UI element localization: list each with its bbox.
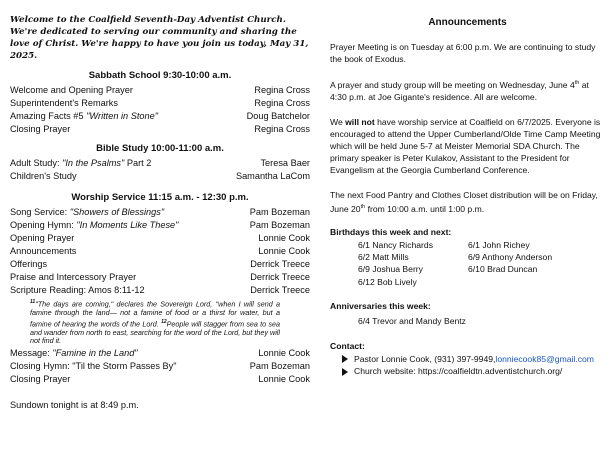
- camp-meeting-notice: [330, 116, 605, 177]
- program-row: [10, 245, 310, 258]
- program-item: [10, 347, 138, 360]
- notice-text: from 10:00 a.m. until 1:00 p.m.: [365, 203, 485, 214]
- birthday-entry: [468, 276, 588, 288]
- birthday-entry: 6/1 John Richey: [468, 239, 530, 250]
- contact-label: Contact:: [330, 340, 365, 351]
- program-item: [10, 110, 158, 123]
- bullet-arrow-icon: [342, 355, 348, 363]
- sabbath-school-list: [10, 84, 310, 136]
- program-item: Superintendent's Remarks: [10, 98, 118, 108]
- program-item: Opening Prayer: [10, 233, 75, 243]
- program-item: [10, 219, 178, 232]
- prayer-meeting-notice: Prayer Meeting is on Tuesday at 6:00 p.m. We are continuing to study the book of Exodus.: [330, 42, 596, 65]
- program-person: Regina Cross: [254, 124, 310, 134]
- program-item-title: "Showers of Blessings": [69, 207, 165, 217]
- program-item-text: Amazing Facts #5: [10, 111, 87, 121]
- bible-study-list: [10, 157, 310, 183]
- program-row: [10, 219, 310, 232]
- program-row: [10, 123, 310, 136]
- program-row: [10, 206, 310, 219]
- birthday-entry: 6/9 Anthony Anderson: [468, 252, 553, 263]
- contact-website: [342, 365, 605, 378]
- ordinal-suffix: th: [574, 80, 580, 87]
- program-item-title: "Famine in the Land": [52, 347, 138, 358]
- program-row: [10, 271, 310, 284]
- announcements-column: [330, 0, 605, 378]
- notice-text: A prayer and study group will be meeting on Wednesday, June 4: [330, 80, 575, 91]
- program-row: [10, 284, 310, 297]
- ordinal-suffix: th: [360, 203, 366, 210]
- program-person: Pam Bozeman: [249, 207, 310, 217]
- program-item-text: Song Service:: [10, 207, 70, 217]
- program-row: [10, 110, 310, 123]
- birthdays-list: [358, 239, 605, 288]
- welcome-message: Welcome to the Coalfield Seventh-Day Adventist Church. We're dedicated to serving our community and sharing the love of Christ. We're happy to have you join us today, May 31, 2025.: [10, 15, 309, 61]
- notice-emphasis: will not: [345, 116, 375, 127]
- program-person: Pam Bozeman: [249, 220, 310, 230]
- program-person: Regina Cross: [254, 98, 310, 108]
- program-row: [10, 157, 310, 170]
- food-pantry-notice: [330, 189, 605, 215]
- program-row: [10, 373, 310, 386]
- program-item: Announcements: [10, 246, 77, 256]
- program-person: Derrick Treece: [250, 285, 310, 295]
- worship-list-continued: [10, 347, 310, 386]
- program-person: Doug Batchelor: [246, 111, 310, 121]
- contact-pastor: [342, 353, 605, 366]
- program-row: [10, 232, 310, 245]
- verse-text: "The days are coming," declares the Sovereign Lord, "when I will send a famine through the land— not a famine of food or a thirst for water, but a famine of hearing the words of the Lord.: [30, 299, 280, 328]
- notice-text: We: [330, 116, 346, 127]
- program-item-title: "In Moments Like These": [76, 220, 179, 230]
- church-website-link[interactable]: Church website: https://coalfieldtn.adventistchurch.org/: [354, 366, 563, 377]
- program-person: Lonnie Cook: [258, 373, 310, 384]
- program-item-title: "In the Psalms": [62, 158, 125, 168]
- birthdays-label: Birthdays this week and next:: [330, 226, 452, 237]
- program-row: [10, 347, 310, 360]
- program-item-text: Adult Study:: [10, 158, 63, 168]
- program-item: [10, 206, 164, 219]
- sabbath-school-heading: Sabbath School 9:30-10:00 a.m.: [88, 70, 232, 81]
- program-person: Lonnie Cook: [258, 233, 310, 243]
- prayer-group-notice: [330, 77, 605, 103]
- program-item-title: "Written in Stone": [86, 111, 158, 121]
- program-row: [10, 170, 310, 183]
- worship-service-heading: Worship Service 11:15 a.m. - 12:30 p.m.: [71, 192, 249, 203]
- program-item: Closing Prayer: [10, 373, 71, 384]
- pastor-email-link[interactable]: lonniecook85@gmail.com: [495, 353, 594, 364]
- anniversaries-label: Anniversaries this week:: [330, 300, 431, 311]
- program-item: Children's Study: [10, 171, 77, 181]
- notice-text: at 4:30 p.m. at Joe Gigante's residence. All are welcome.: [330, 80, 589, 103]
- program-row: [10, 97, 310, 110]
- program-row: [10, 258, 310, 271]
- birthday-entry: 6/10 Brad Duncan: [468, 264, 538, 275]
- birthday-entry: 6/1 Nancy Richards: [358, 239, 433, 250]
- birthday-entry: 6/2 Matt Mills: [358, 252, 409, 263]
- birthday-entry: 6/12 Bob Lively: [358, 276, 417, 287]
- birthday-entry: 6/9 Joshua Berry: [358, 264, 423, 275]
- program-person: Pam Bozeman: [249, 360, 310, 371]
- program-item: Scripture Reading: Amos 8:11-12: [10, 285, 145, 295]
- verse-number: 11: [30, 299, 36, 305]
- program-item-text: Message:: [10, 347, 53, 358]
- program-item-tail: Part 2: [124, 158, 152, 168]
- program-person: Lonnie Cook: [258, 347, 310, 358]
- verse-text: People will stagger from sea to sea and wander from north to east, searching for the word of the Lord, but they will not find it.: [30, 318, 280, 346]
- anniversary-entry: 6/4 Trevor and Mandy Bentz: [358, 315, 466, 326]
- program-item: Closing Prayer: [10, 124, 71, 134]
- program-item-text: Opening Hymn:: [10, 220, 77, 230]
- sundown-notice: Sundown tonight is at 8:49 p.m.: [10, 399, 139, 410]
- program-person: Derrick Treece: [250, 259, 310, 269]
- program-person: Lonnie Cook: [258, 246, 310, 256]
- program-person: Teresa Baer: [260, 158, 310, 168]
- program-item: Offerings: [10, 259, 48, 269]
- bible-study-heading: Bible Study 10:00-11:00 a.m.: [96, 143, 224, 154]
- notice-text: have worship service at Coalfield on 6/7/2025. Everyone is encouraged to attend the Upper Cumberland/Olde Time Camp Meeting which will be held June 5-7 at Meister Memorial SDA Church. The primary speaker is Peter Kulakov, Assistant to the President for Evangelism at the Georgia Cumberland Conference.: [330, 116, 601, 176]
- scripture-passage: [30, 298, 280, 346]
- program-row: [10, 84, 310, 97]
- bulletin-left-column: [10, 0, 310, 410]
- program-person: Regina Cross: [254, 85, 310, 95]
- program-item: Praise and Intercessory Prayer: [10, 272, 137, 282]
- announcements-title: Announcements: [428, 17, 507, 28]
- program-item: Closing Hymn: "Til the Storm Passes By": [10, 360, 177, 371]
- program-person: Derrick Treece: [250, 272, 310, 282]
- program-item: Welcome and Opening Prayer: [10, 85, 133, 95]
- program-item: [10, 157, 151, 170]
- bullet-arrow-icon: [342, 368, 348, 376]
- program-person: Samantha LaCom: [235, 171, 310, 181]
- verse-number: 12: [161, 318, 167, 325]
- pastor-info: Pastor Lonnie Cook, (931) 397-9949,: [354, 353, 496, 364]
- program-row: [10, 360, 310, 373]
- notice-text: The next Food Pantry and Clothes Closet distribution will be on Friday, June 20: [330, 189, 598, 214]
- worship-list: [10, 206, 310, 297]
